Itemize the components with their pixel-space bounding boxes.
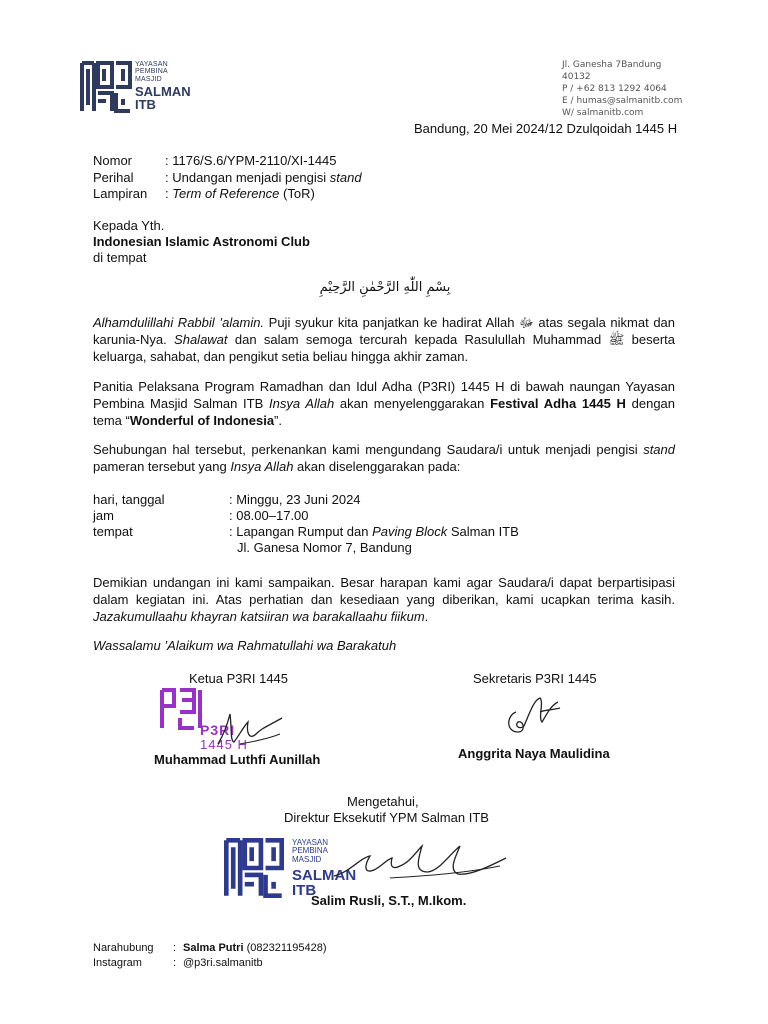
closing-salam: Wassalamu ’Alaikum wa Rahmatullahi wa Barakatuh [93,638,397,653]
signature-right [500,692,570,740]
lampiran-value-italic: Term of Reference [172,186,280,201]
meta-perihal [93,170,362,186]
signer-left-name: Muhammad Luthfi Aunillah [154,752,321,767]
salman-logo-icon [80,61,132,113]
ypm-stamp-icon [224,838,284,898]
schedule-time [93,508,309,524]
meta-lampiran [93,186,315,202]
signer-right-title: Sekretaris P3RI 1445 [473,671,597,686]
ig-value: @p3ri.salmanitb [183,957,263,969]
contact-label: Narahubung [93,942,154,954]
acknowledge-line2: Direktur Eksekutif YPM Salman ITB [284,810,489,825]
nomor-value: : 1176/S.6/YPM-2110/XI-1445 [165,153,337,168]
para4-b: Jazakumullaahu khayran katsiiran wa barakallaahu fiikum [93,609,425,624]
nomor-label: Nomor [93,153,133,168]
signature-director [330,836,510,888]
para4-c: . [424,609,429,624]
contact-phone: P / +62 813 1292 4064 [562,83,667,94]
stamp-line2: 1445 H [200,737,248,752]
paragraph-invitation [93,441,675,475]
para1-c: Shalawat [174,332,228,347]
place-label: tempat [93,524,133,539]
date-line: Bandung, 20 Mei 2024/12 Dzulqoidah 1445 H [414,121,678,136]
contact-web: W/ salmanitb.com [562,107,644,118]
place-value-tail: Salman ITB [447,524,519,539]
ypm-stamp-line4: SALMAN [292,867,357,884]
recipient-line3: di tempat [93,250,147,265]
time-value: : 08.00–17.00 [229,508,309,523]
logo-line-masjid: MASJID [135,75,162,83]
signer-right-name: Anggrita Naya Maulidina [458,746,610,761]
para2-d: Festival Adha 1445 H [490,396,626,411]
contact-colon: : [173,942,177,954]
para1-d: dan salam semoga tercurah kepada Rasulullah Muhammad ﷺ beserta keluarga, sahabat, dan pengikut setia beliau hingga akhir zaman. [93,332,675,364]
para3-c: pameran tersebut yang [93,459,231,474]
time-label: jam [93,508,114,523]
para3-b: stand [643,442,675,457]
signature-left [210,704,290,754]
place-value: : Lapangan Rumput dan [229,524,373,539]
para2-a: Panitia Pelaksana Program Ramadhan dan Idul Adha (P3RI) 1445 H di bawah naungan Yayasan Pembina Masjid Salman ITB [93,379,675,411]
para1-b: Puji syukur kita panjatkan ke hadirat Allah ﷻ atas segala nikmat dan karunia-Nya. [93,315,676,347]
place-address: Jl. Ganesa Nomor 7, Bandung [237,540,412,555]
perihal-value-italic: stand [329,170,362,185]
paragraph-event [93,378,675,429]
lampiran-colon: : [165,186,173,201]
para3-d: Insya Allah [230,459,294,474]
para2-c: akan menyelenggarakan [334,396,491,411]
signer-left-title: Ketua P3RI 1445 [189,671,289,686]
logo-line-yayasan: YAYASAN [135,61,168,68]
para2-g: ”. [274,413,282,428]
place-value-italic: Paving Block [372,524,448,539]
recipient-name: Indonesian Islamic Astronomi Club [93,234,310,249]
para2-b: Insya Allah [268,396,335,411]
perihal-label: Perihal [93,170,134,185]
logo-line-pembina: PEMBINA [135,68,168,76]
letterhead-logo [80,61,198,113]
schedule-day [93,492,361,508]
para3-a: Sehubungan hal tersebut, perkenankan kami mengundang Saudara/i untuk menjadi pengisi [93,442,644,457]
acknowledge-line1: Mengetahui, [347,794,419,809]
lampiran-value-tail: (ToR) [279,186,315,201]
para2-e: dengan tema “ [93,396,676,428]
ig-label: Instagram [93,957,142,969]
ypm-stamp-line3: MASJID [292,854,322,864]
day-value: : Minggu, 23 Juni 2024 [229,492,361,507]
para3-e: akan diselenggarakan pada: [293,459,461,474]
ig-colon: : [173,957,177,969]
letterhead-contact [562,60,692,119]
logo-line-itb: ITB [135,97,156,112]
meta-nomor [93,153,337,169]
recipient-line1: Kepada Yth. [93,218,165,233]
contact-address: Jl. Ganesha 7Bandung 40132 [562,60,662,82]
ypm-stamp-line1: YAYASAN [292,838,329,847]
ypm-stamp-line2: PEMBINA [292,846,329,856]
perihal-value: : Undangan menjadi pengisi [165,170,330,185]
contact-phone-number: (082321195428) [243,942,327,954]
basmalah: بِسْمِ اللّٰهِ الرَّحْمٰنِ الرَّحِيْمِ [319,280,451,295]
para2-f: Wonderful of Indonesia [129,413,275,428]
day-label: hari, tanggal [93,492,165,507]
logo-line-salman: SALMAN [135,84,191,99]
para4-a: Demikian undangan ini kami sampaikan. Besar harapan kami agar Saudara/i dapat berpartisipasi dalam kegiatan ini. Atas perhatian dan kesediaan yang diberikan, kami ucapkan terima kasih. [93,575,675,607]
paragraph-closing [93,574,675,625]
schedule-place [93,524,519,540]
paragraph-opening [93,314,675,365]
para1-a: Alhamdulillahi Rabbil ’alamin. [93,315,265,330]
stamp-line1: P3RI [200,722,236,738]
director-name: Salim Rusli, S.T., M.Ikom. [311,893,467,908]
lampiran-label: Lampiran [93,186,148,201]
ypm-stamp-line5: ITB [292,882,317,899]
footer-contact [93,942,327,954]
footer-instagram [93,957,263,969]
contact-name: Salma Putri [183,942,244,954]
contact-email: E / humas@salmanitb.com [562,95,683,106]
